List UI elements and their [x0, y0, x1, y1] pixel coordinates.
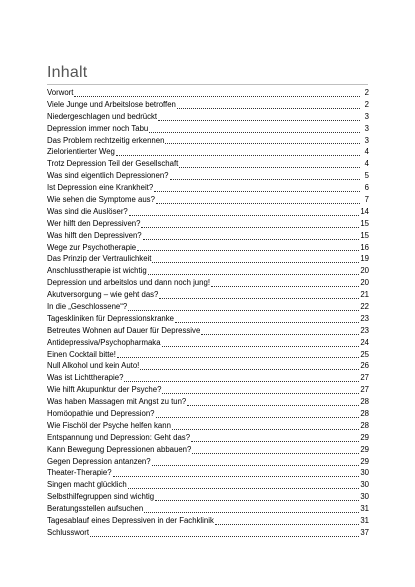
toc-entry-page-number: 7 — [364, 195, 369, 204]
toc-entry[interactable] — [47, 384, 369, 396]
dot-leader — [116, 155, 360, 156]
dot-leader — [137, 250, 359, 251]
toc-entry[interactable] — [47, 325, 369, 337]
dot-leader — [158, 120, 360, 121]
toc-entry[interactable] — [47, 515, 369, 527]
toc-entry[interactable] — [47, 503, 369, 515]
toc-entry-page-number: 29 — [360, 432, 369, 442]
toc-entry[interactable] — [47, 99, 369, 111]
toc-entry-page-number: 21 — [360, 290, 369, 300]
dot-leader — [187, 405, 359, 406]
dot-leader — [179, 167, 360, 168]
toc-entry[interactable] — [47, 218, 369, 230]
toc-entry-title: Niedergeschlagen und bedrückt — [47, 111, 158, 121]
toc-entry[interactable] — [47, 527, 369, 539]
toc-entry-page-number: 5 — [364, 171, 369, 181]
dot-leader — [129, 215, 360, 216]
toc-entry-title: Depression und arbeitslos und dann noch jung! — [47, 278, 210, 288]
toc-entry[interactable] — [47, 123, 369, 135]
toc-entry[interactable] — [47, 360, 369, 372]
toc-entry-page-number: 26 — [360, 361, 369, 371]
toc-entry-title: Trotz Depression Teil der Gesellschaft — [47, 159, 179, 169]
toc-entry-page-number: 16 — [360, 242, 369, 252]
toc-entry[interactable] — [47, 158, 369, 170]
toc-entry-page-number: 20 — [360, 266, 369, 276]
toc-entry[interactable] — [47, 170, 369, 182]
toc-entry-title: Was haben Massagen mit Angst zu tun? — [47, 397, 187, 407]
toc-entry-title: Ist Depression eine Krankheit? — [47, 183, 154, 193]
toc-entry-title: Theater-Therapie? — [47, 468, 112, 478]
toc-entry[interactable] — [47, 182, 369, 194]
toc-entry-title: Einen Cocktail bitte! — [47, 349, 116, 359]
toc-entry[interactable] — [47, 408, 369, 420]
toc-entry[interactable] — [47, 479, 369, 491]
toc-entry-page-number: 28 — [360, 397, 369, 407]
toc-entry-page-number: 14 — [360, 206, 369, 216]
toc-entry-title: Gegen Depression antanzen? — [47, 456, 151, 466]
toc-entry-title: Das Prinzip der Vertraulichkeit — [47, 254, 152, 264]
toc-entry-page-number: 2 — [364, 99, 369, 109]
toc-entry-title: Was sind die Auslöser? — [47, 206, 128, 216]
dot-leader — [162, 346, 360, 347]
toc-entry[interactable] — [47, 313, 369, 325]
dot-leader — [192, 453, 359, 454]
dot-leader — [124, 381, 359, 382]
toc-entry-page-number: 2 — [364, 87, 369, 97]
toc-entry-title: Entspannung und Depression: Geht das? — [47, 432, 191, 442]
toc-entry-page-number: 31 — [360, 516, 369, 526]
toc-entry-page-number: 22 — [360, 302, 369, 312]
dot-leader — [74, 96, 360, 97]
toc-entry-page-number: 23 — [360, 313, 369, 323]
toc-list — [47, 87, 369, 539]
toc-entry-title: Tagesablauf eines Depressiven in der Fachklinik — [47, 516, 214, 526]
toc-entry[interactable] — [47, 289, 369, 301]
dot-leader — [211, 286, 359, 287]
dot-leader — [128, 488, 360, 489]
dot-leader — [149, 132, 360, 133]
dot-leader — [152, 262, 359, 263]
toc-entry-title: Betreutes Wohnen auf Dauer für Depressive — [47, 325, 201, 335]
toc-entry[interactable] — [47, 194, 369, 206]
dot-leader — [148, 274, 360, 275]
dot-leader — [175, 322, 359, 323]
dot-leader — [156, 203, 360, 204]
toc-entry-page-number: 30 — [360, 480, 369, 490]
toc-entry-title: Vorwort — [47, 87, 74, 97]
toc-entry[interactable] — [47, 491, 369, 503]
toc-entry-page-number: 3 — [364, 135, 369, 145]
toc-entry[interactable] — [47, 396, 369, 408]
dot-leader — [155, 500, 359, 501]
dot-leader — [159, 298, 359, 299]
toc-entry-page-number: 29 — [360, 444, 369, 454]
toc-entry-title: Depression immer noch Tabu — [47, 123, 149, 133]
toc-entry-title: Selbsthilfegruppen sind wichtig — [47, 492, 155, 502]
toc-entry-page-number: 27 — [360, 373, 369, 383]
dot-leader — [165, 143, 360, 144]
toc-entry[interactable] — [47, 468, 369, 480]
toc-entry-title: Wege zur Psychotherapie — [47, 242, 137, 252]
toc-entry-page-number: 30 — [360, 492, 369, 502]
dot-leader — [141, 227, 359, 228]
toc-entry[interactable] — [47, 337, 369, 349]
toc-entry-page-number: 19 — [360, 254, 369, 264]
toc-entry-title: Singen macht glücklich — [47, 480, 127, 490]
toc-entry-page-number: 29 — [360, 456, 369, 466]
dot-leader — [201, 334, 359, 335]
dot-leader — [215, 524, 359, 525]
toc-entry-page-number: 30 — [360, 468, 369, 478]
toc-entry-page-number: 20 — [360, 278, 369, 288]
toc-entry-title: Schlusswort — [47, 527, 90, 537]
toc-entry-title: Viele Junge und Arbeitslose betroffen — [47, 99, 176, 109]
dot-leader — [152, 465, 360, 466]
toc-entry-title: Tageskliniken für Depressionskranke — [47, 313, 174, 323]
toc-entry-page-number: 3 — [364, 123, 369, 133]
toc-entry[interactable] — [47, 253, 369, 265]
toc-entry[interactable] — [47, 111, 369, 123]
dot-leader — [117, 357, 359, 358]
dot-leader — [156, 417, 360, 418]
toc-entry[interactable] — [47, 301, 369, 313]
toc-entry[interactable] — [47, 349, 369, 361]
toc-entry[interactable] — [47, 372, 369, 384]
toc-entry[interactable] — [47, 87, 369, 99]
dot-leader — [177, 108, 360, 109]
dot-leader — [154, 191, 360, 192]
toc-entry-title: Das Problem rechtzeitig erkennen — [47, 135, 165, 145]
toc-entry-page-number: 3 — [364, 111, 369, 121]
toc-entry-page-number: 31 — [360, 504, 369, 514]
dot-leader — [90, 536, 359, 537]
toc-entry-title: In die „Geschlossene“? — [47, 302, 128, 312]
toc-entry-title: Wie hilft Akupunktur der Psyche? — [47, 385, 162, 395]
toc-entry[interactable] — [47, 444, 369, 456]
toc-entry-page-number: 28 — [360, 409, 369, 419]
toc-entry[interactable] — [47, 242, 369, 254]
toc-entry-title: Was sind eigentlich Depressionen? — [47, 171, 169, 181]
title-underline — [47, 84, 368, 85]
toc-entry[interactable] — [47, 456, 369, 468]
toc-entry[interactable] — [47, 420, 369, 432]
toc-entry-title: Beratungsstellen aufsuchen — [47, 504, 144, 514]
dot-leader — [144, 512, 359, 513]
toc-entry[interactable] — [47, 277, 369, 289]
toc-entry-title: Zielorientierter Weg — [47, 147, 115, 157]
toc-entry-title: Was ist Lichttherapie? — [47, 373, 124, 383]
toc-entry[interactable] — [47, 206, 369, 218]
dot-leader — [172, 429, 359, 430]
toc-title: Inhalt — [47, 64, 88, 81]
toc-entry[interactable] — [47, 146, 369, 158]
toc-entry-title: Anschlusstherapie ist wichtig — [47, 266, 147, 276]
toc-entry-title: Akutversorgung – wie geht das? — [47, 290, 159, 300]
toc-entry-page-number: 6 — [364, 183, 369, 193]
toc-entry[interactable] — [47, 432, 369, 444]
toc-entry-page-number: 24 — [360, 337, 369, 347]
toc-entry-page-number: 28 — [360, 420, 369, 430]
toc-entry-title: Homöopathie und Depression? — [47, 409, 155, 419]
dot-leader — [128, 310, 359, 311]
toc-entry-title: Wie sehen die Symptome aus? — [47, 195, 155, 204]
dot-leader — [143, 239, 360, 240]
toc-entry-page-number: 25 — [360, 349, 369, 359]
toc-entry[interactable] — [47, 230, 369, 242]
dot-leader — [140, 369, 359, 370]
toc-entry-page-number: 15 — [360, 230, 369, 240]
toc-entry-page-number: 4 — [364, 159, 369, 169]
toc-entry-title: Kann Bewegung Depressionen abbauen? — [47, 444, 192, 454]
toc-entry[interactable] — [47, 135, 369, 147]
dot-leader — [170, 179, 361, 180]
toc-entry-page-number: 15 — [360, 218, 369, 228]
toc-entry-page-number: 4 — [364, 147, 369, 157]
toc-entry-page-number: 27 — [360, 385, 369, 395]
toc-entry-title: Null Alkohol und kein Auto! — [47, 361, 140, 371]
toc-entry-title: Wie Fischöl der Psyche helfen kann — [47, 420, 171, 430]
toc-entry-title: Antidepressiva/Psychopharmaka — [47, 337, 161, 347]
toc-entry[interactable] — [47, 265, 369, 277]
dot-leader — [113, 476, 360, 477]
toc-entry-title: Was hilft den Depressiven? — [47, 230, 142, 240]
toc-entry-page-number: 23 — [360, 325, 369, 335]
dot-leader — [162, 393, 359, 394]
dot-leader — [191, 441, 359, 442]
toc-entry-page-number: 37 — [360, 527, 369, 537]
toc-entry-title: Wer hilft den Depressiven? — [47, 218, 141, 228]
